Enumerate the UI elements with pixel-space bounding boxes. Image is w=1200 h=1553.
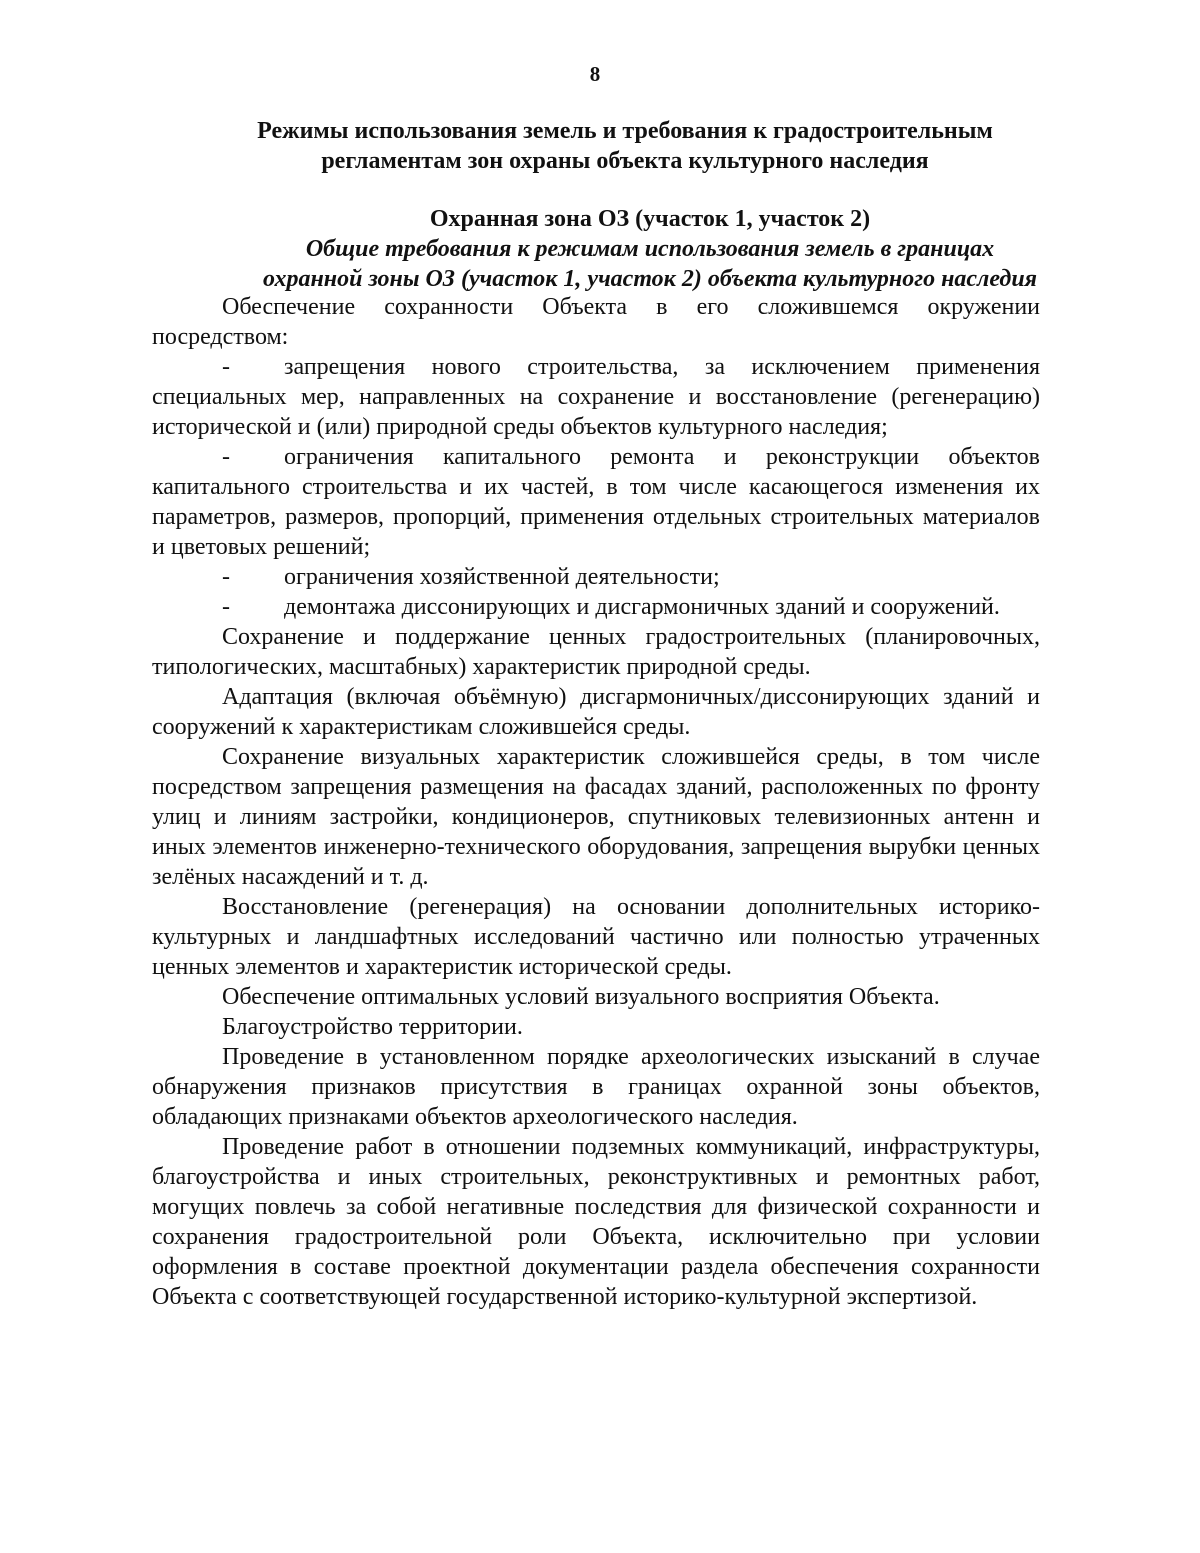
bullet-item	[152, 592, 1040, 622]
bullet-dash: -	[222, 594, 230, 620]
paragraph-visual-characteristics: Сохранение визуальных характеристик сложившейся среды, в том числе посредством запрещения размещения на фасадах зданий, расположенных по фронту улиц и линиям застройки, кондиционеров, спутниковых телевизионных антенн и иных элементов инженерно-технического оборудования, запрещения вырубки ценных зелёных насаждений и т. д.	[152, 744, 1040, 890]
bullet-text-economic-activity: ограничения хозяйственной деятельности;	[284, 564, 720, 590]
bullet-item	[152, 442, 1040, 562]
zone-subheading-line-1: Общие требования к режимам использования земель в границах	[305, 236, 995, 262]
page-number: 8	[589, 62, 601, 86]
bullet-dash: -	[222, 354, 230, 380]
bullet-dash: -	[222, 564, 230, 590]
document-body	[152, 292, 1040, 1312]
zone-subheading-line-2: охранной зоны ОЗ (участок 1, участок 2) объекта культурного наследия	[262, 266, 1038, 292]
bullet-text-capital-repair: ограничения капитального ремонта и реконструкции объектов капитального строительства и их частей, в том числе касающегося изменения их параметров, размеров, пропорций, применения отдельных строительных материалов и цветовых решений;	[152, 444, 1040, 560]
zone-subheading	[150, 234, 1150, 294]
bullet-item	[152, 352, 1040, 442]
paragraph-landscaping: Благоустройство территории.	[222, 1014, 523, 1040]
paragraph-works-conditions: Проведение работ в отношении подземных коммуникаций, инфраструктуры, благоустройства и иных строительных, реконструктивных и ремонтных работ, могущих повлечь за собой негативные последствия для физической сохранности и сохранения градостроительной роли Объекта, исключительно при условии оформления в составе проектной документации раздела обеспечения сохранности Объекта с соответствующей государственной историко-культурной экспертизой.	[152, 1134, 1040, 1310]
bullet-item	[152, 562, 1040, 592]
bullet-text-new-construction: запрещения нового строительства, за исключением применения специальных мер, направленных на сохранение и восстановление (регенерацию) исторической и (или) природной среды объектов культурного наследия;	[152, 354, 1040, 440]
bullet-text-dismantling: демонтажа диссонирующих и дисгармоничных зданий и сооружений.	[284, 594, 1000, 620]
bullet-dash: -	[222, 444, 230, 470]
paragraph-urban-characteristics: Сохранение и поддержание ценных градостроительных (планировочных, типологических, масштабных) характеристик природной среды.	[152, 624, 1040, 680]
document-title	[150, 116, 1100, 176]
paragraph-visual-perception: Обеспечение оптимальных условий визуального восприятия Объекта.	[222, 984, 940, 1010]
paragraph-archaeology: Проведение в установленном порядке археологических изысканий в случае обнаружения признаков присутствия в границах охранной зоны объектов, обладающих признаками объектов археологического наследия.	[152, 1044, 1040, 1130]
paragraph-adaptation: Адаптация (включая объёмную) дисгармоничных/диссонирующих зданий и сооружений к характеристикам сложившейся среды.	[152, 684, 1040, 740]
paragraph-restoration: Восстановление (регенерация) на основании дополнительных историко-культурных и ландшафтных исследований частично или полностью утраченных ценных элементов и характеристик исторической среды.	[152, 894, 1040, 980]
zone-heading: Охранная зона ОЗ (участок 1, участок 2)	[429, 206, 871, 232]
document-title-line-2: регламентам зон охраны объекта культурного наследия	[321, 148, 929, 174]
paragraph-preservation-means: Обеспечение сохранности Объекта в его сложившемся окружении посредством:	[152, 294, 1040, 350]
document-title-line-1: Режимы использования земель и требования к градостроительным	[257, 118, 993, 144]
